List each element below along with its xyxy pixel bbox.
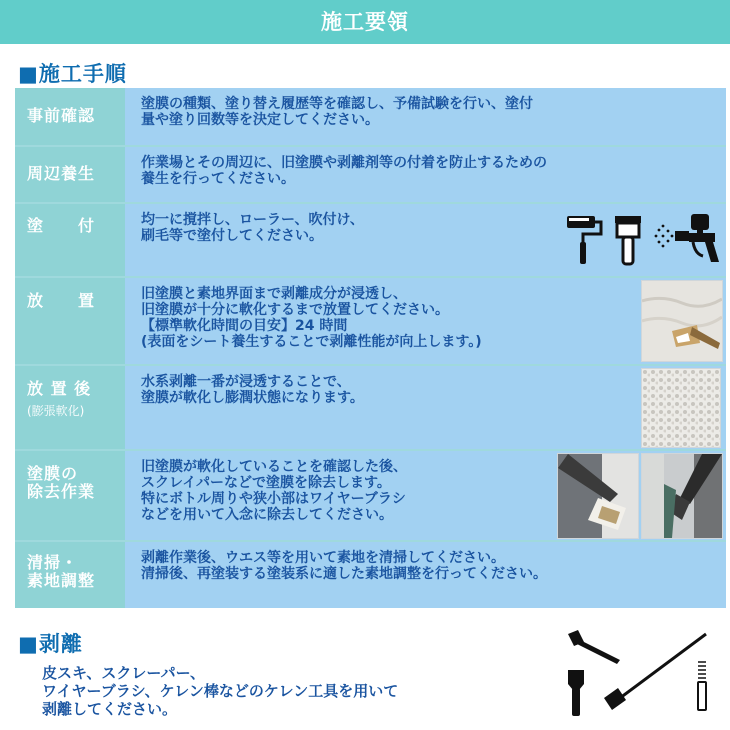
page-header	[0, 0, 730, 44]
putty-knife-icon	[566, 668, 586, 718]
wire-brush-icon	[694, 660, 710, 712]
row-content	[125, 147, 726, 202]
row-label-text: 塗 付	[27, 216, 96, 235]
row-label	[15, 204, 125, 276]
row-description: 剥離作業後、ウエス等を用いて素地を清掃してください。 清掃後、再塗装する塗装系に適した素地調整を行ってください。	[141, 550, 547, 582]
row-description: 均一に撹拌し、ローラー、吹付け、 刷毛等で塗付してください。	[141, 212, 364, 244]
row-content	[125, 366, 726, 449]
row-content	[125, 204, 726, 276]
softened-film-photo	[641, 280, 723, 362]
paint-roller-icon	[565, 214, 605, 266]
procedure-row-pre-check	[15, 88, 726, 145]
peeling-description: 皮スキ、スクレーパー、 ワイヤーブラシ、ケレン棒などのケレン工具を用いて 剥離してください。	[42, 664, 399, 718]
peeling-heading: ■剥離	[18, 632, 83, 656]
row-label-text: 放 置 後	[27, 379, 92, 398]
page-title: 施工要領	[321, 10, 409, 34]
row-label-text: 塗膜の 除去作業	[27, 464, 96, 501]
row-label-text: 放 置	[27, 291, 96, 310]
row-label	[15, 88, 125, 145]
procedure-table	[15, 88, 726, 608]
spray-gun-icon	[653, 212, 723, 268]
wire-brush-removal-photo	[641, 453, 723, 539]
row-label	[15, 451, 125, 540]
row-description: 旧塗膜が軟化していることを確認した後、 スクレイパーなどで塗膜を除去します。 特にボトル周りや狭小部はワイヤーブラシ などを用いて入念に除去してください。	[141, 459, 407, 523]
row-content	[125, 88, 726, 145]
row-label-text: 周辺養生	[27, 164, 96, 183]
row-label	[15, 542, 125, 608]
row-content	[125, 542, 726, 608]
procedure-row-curing	[15, 147, 726, 202]
paint-brush-icon	[613, 214, 643, 266]
procedure-row-leave	[15, 278, 726, 364]
row-description: 旧塗膜と素地界面まで剥離成分が浸透し、 旧塗膜が十分に軟化するまで放置してください。 【標準軟化時間の目安】24 時間 (表面をシート養生することで剥離性能が向上します。)	[141, 286, 482, 350]
row-description: 塗膜の種類、塗り替え履歴等を確認し、予備試験を行い、塗付 量や塗り回数等を決定してください。	[141, 96, 533, 128]
row-content	[125, 451, 726, 540]
procedure-heading: ■施工手順	[18, 62, 127, 86]
row-description: 水系剥離一番が浸透することで、 塗膜が軟化し膨潤状態になります。	[141, 374, 364, 406]
procedure-row-after-leave	[15, 366, 726, 449]
procedure-row-cleaning	[15, 542, 726, 608]
row-label	[15, 366, 125, 449]
swollen-film-photo	[641, 368, 721, 448]
row-label-text: 事前確認	[27, 106, 96, 125]
row-sublabel: (膨張軟化)	[27, 404, 85, 418]
scraper-removal-photo	[557, 453, 639, 539]
row-description: 作業場とその周辺に、旧塗膜や剥離剤等の付着を防止するための 養生を行ってください。	[141, 155, 547, 187]
procedure-row-film-removal	[15, 451, 726, 540]
row-label	[15, 147, 125, 202]
row-label	[15, 278, 125, 364]
row-content	[125, 278, 726, 364]
row-label-text: 清掃・ 素地調整	[27, 553, 96, 590]
procedure-row-application	[15, 204, 726, 276]
